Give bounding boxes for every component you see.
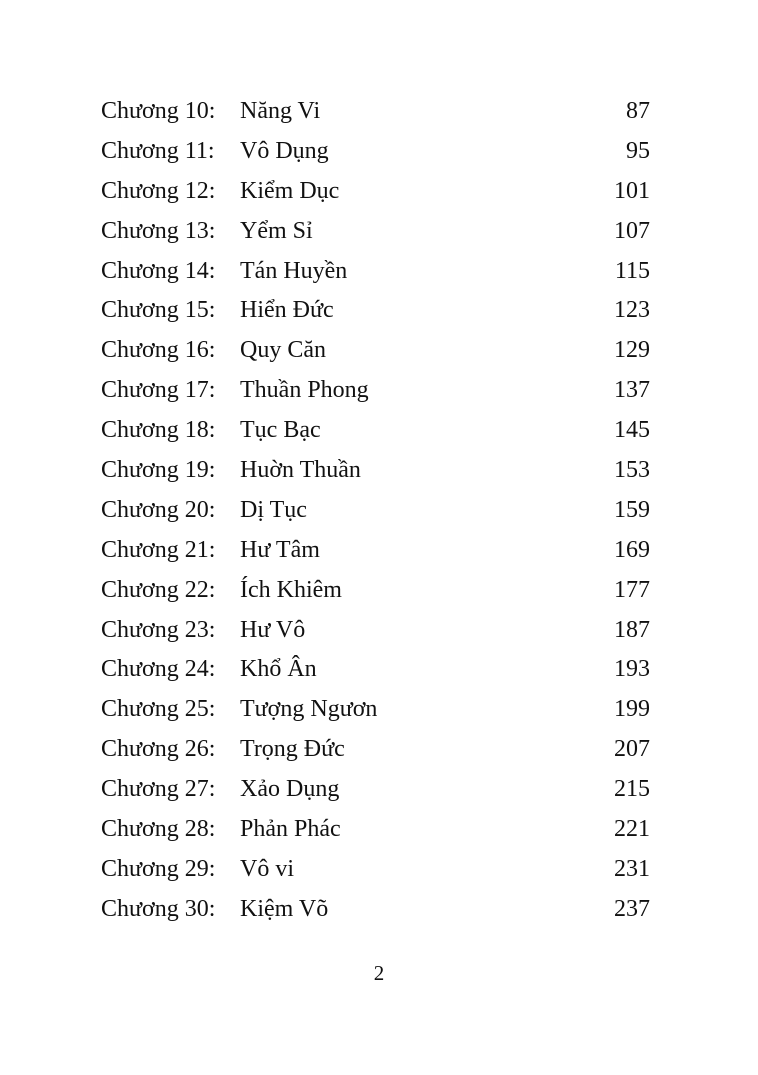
chapter-label: Chương 23: <box>101 616 216 643</box>
chapter-label: Chương 21: <box>101 536 216 563</box>
toc-entry <box>101 491 650 531</box>
toc-entry <box>101 571 650 611</box>
toc-entry <box>101 730 650 770</box>
chapter-page-number: 145 <box>614 417 650 444</box>
chapter-label: Chương 16: <box>101 337 216 364</box>
toc-entry <box>101 411 650 451</box>
chapter-label: Chương 27: <box>101 776 216 803</box>
chapter-title: Yểm Sỉ <box>240 217 313 244</box>
toc-entry <box>101 172 650 212</box>
page-number: 2 <box>373 961 385 985</box>
chapter-label: Chương 12: <box>101 177 216 204</box>
chapter-title: Hư Vô <box>240 616 306 643</box>
chapter-title: Hiển Đức <box>240 297 334 324</box>
toc-entry <box>101 531 650 571</box>
chapter-label: Chương 22: <box>101 576 216 603</box>
chapter-label: Chương 20: <box>101 496 216 523</box>
chapter-label: Chương 19: <box>101 457 216 484</box>
chapter-page-number: 159 <box>614 496 650 523</box>
chapter-label: Chương 17: <box>101 377 216 404</box>
chapter-label: Chương 10: <box>101 98 216 124</box>
chapter-page-number: 95 <box>626 137 650 164</box>
toc-entry <box>101 331 650 371</box>
chapter-title: Vô Dụng <box>240 137 329 164</box>
chapter-page-number: 237 <box>614 895 650 922</box>
chapter-title: Vô vi <box>240 855 294 882</box>
chapter-page-number: 169 <box>614 536 650 563</box>
chapter-label: Chương 11: <box>101 137 215 164</box>
chapter-title: Dị Tục <box>240 496 307 523</box>
chapter-page-number: 193 <box>614 656 650 683</box>
chapter-page-number: 199 <box>614 696 650 723</box>
chapter-label: Chương 28: <box>101 816 216 843</box>
toc-entry <box>101 810 650 850</box>
chapter-label: Chương 18: <box>101 417 216 444</box>
chapter-page-number: 115 <box>614 257 650 284</box>
chapter-page-number: 221 <box>614 816 650 843</box>
chapter-page-number: 123 <box>614 297 650 324</box>
chapter-label: Chương 29: <box>101 855 216 882</box>
chapter-label: Chương 13: <box>101 217 216 244</box>
chapter-page-number: 153 <box>614 457 650 484</box>
chapter-label: Chương 30: <box>101 895 216 922</box>
toc-entry <box>101 212 650 252</box>
toc-entry <box>101 451 650 491</box>
toc-entry <box>101 850 650 890</box>
chapter-page-number: 215 <box>614 776 650 803</box>
chapter-page-number: 187 <box>614 616 650 643</box>
chapter-page-number: 87 <box>626 98 650 124</box>
chapter-title: Huờn Thuần <box>240 457 361 484</box>
chapter-page-number: 207 <box>614 736 650 763</box>
toc-entry <box>101 611 650 651</box>
chapter-title: Phản Phác <box>240 816 341 843</box>
chapter-page-number: 231 <box>614 855 650 882</box>
chapter-label: Chương 24: <box>101 656 216 683</box>
chapter-title: Hư Tâm <box>240 536 320 563</box>
chapter-page-number: 107 <box>614 217 650 244</box>
chapter-title: Tượng Ngươn <box>240 696 378 723</box>
chapter-title: Xảo Dụng <box>240 776 340 803</box>
chapter-title: Thuần Phong <box>240 377 369 404</box>
toc-entry <box>101 92 650 132</box>
toc-entry <box>101 132 650 172</box>
chapter-title: Tục Bạc <box>240 417 321 444</box>
chapter-page-number: 137 <box>614 377 650 404</box>
toc-entry <box>101 252 650 292</box>
chapter-page-number: 129 <box>614 337 650 364</box>
chapter-label: Chương 25: <box>101 696 216 723</box>
toc-entry <box>101 371 650 411</box>
chapter-label: Chương 14: <box>101 257 216 284</box>
toc-entry <box>101 890 650 930</box>
chapter-title: Tán Huyền <box>240 257 348 284</box>
chapter-title: Quy Căn <box>240 337 326 364</box>
chapter-label: Chương 26: <box>101 736 216 763</box>
chapter-title: Khổ Ân <box>240 656 317 683</box>
chapter-page-number: 177 <box>614 576 650 603</box>
toc-entry <box>101 690 650 730</box>
toc-entry <box>101 291 650 331</box>
toc-entry <box>101 650 650 690</box>
chapter-page-number: 101 <box>614 177 650 204</box>
chapter-title: Ích Khiêm <box>240 576 342 603</box>
chapter-title: Trọng Đức <box>240 736 345 763</box>
chapter-title: Kiểm Dục <box>240 177 340 204</box>
chapter-title: Năng Vi <box>240 98 321 124</box>
chapter-title: Kiệm Võ <box>240 895 329 922</box>
chapter-label: Chương 15: <box>101 297 216 324</box>
table-of-contents <box>101 92 650 930</box>
toc-entry <box>101 770 650 810</box>
